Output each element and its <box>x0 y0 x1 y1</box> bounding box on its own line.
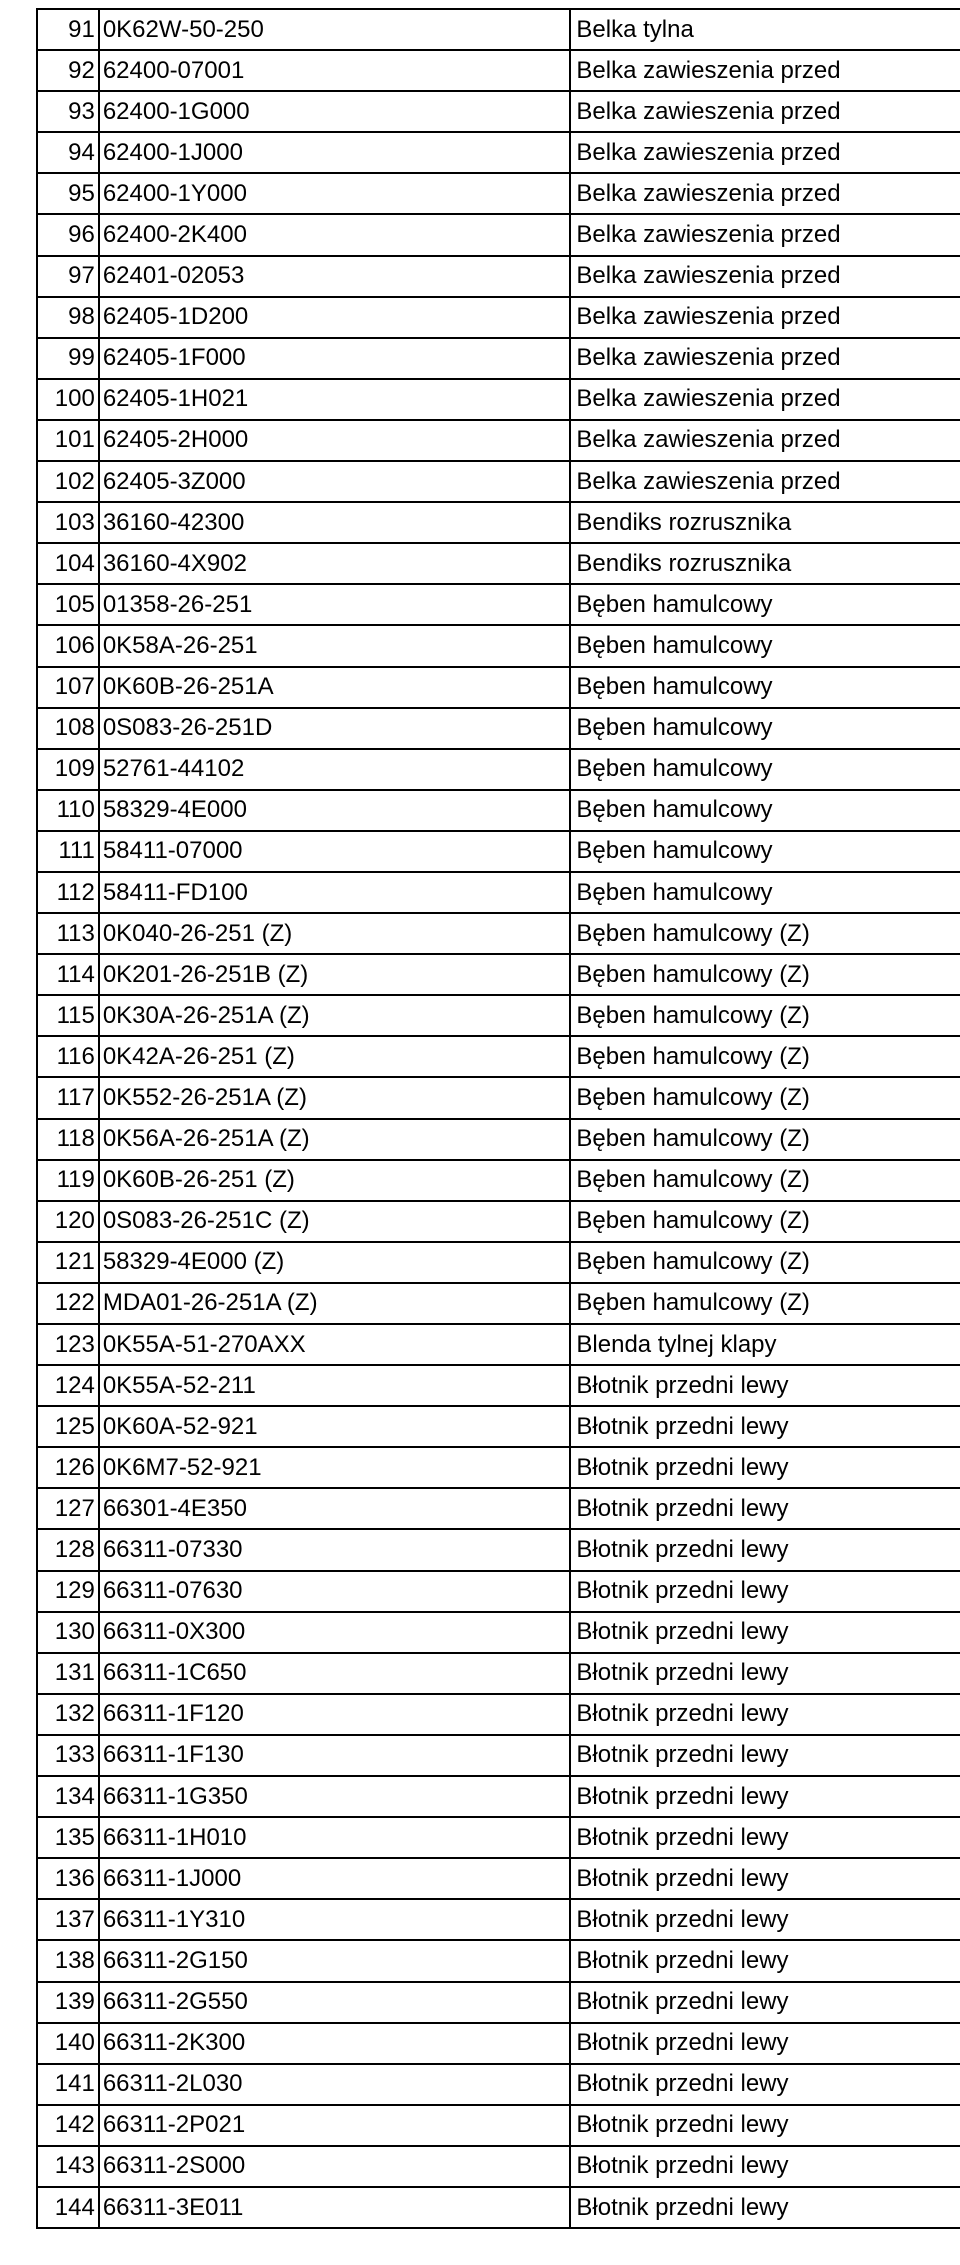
row-number: 117 <box>37 1077 99 1118</box>
part-code: 62405-1H021 <box>99 379 571 420</box>
part-code: 0K42A-26-251 (Z) <box>99 1036 571 1077</box>
part-name: Belka zawieszenia przed <box>570 338 960 379</box>
table-row <box>37 1036 960 1077</box>
part-code: 66311-0X300 <box>99 1612 571 1653</box>
row-number: 91 <box>37 9 99 50</box>
part-name: Belka zawieszenia przed <box>570 173 960 214</box>
part-name: Błotnik przedni lewy <box>570 1529 960 1570</box>
row-number: 102 <box>37 461 99 502</box>
row-number: 105 <box>37 584 99 625</box>
row-number: 127 <box>37 1488 99 1529</box>
row-number: 97 <box>37 256 99 297</box>
part-name: Belka zawieszenia przed <box>570 379 960 420</box>
table-row <box>37 1940 960 1981</box>
part-name: Bęben hamulcowy <box>570 872 960 913</box>
row-number: 139 <box>37 1982 99 2023</box>
row-number: 126 <box>37 1447 99 1488</box>
part-name: Bęben hamulcowy <box>570 667 960 708</box>
table-row <box>37 543 960 584</box>
row-number: 143 <box>37 2146 99 2187</box>
part-code: 62400-1Y000 <box>99 173 571 214</box>
part-code: 0K30A-26-251A (Z) <box>99 995 571 1036</box>
part-code: 0K62W-50-250 <box>99 9 571 50</box>
row-number: 94 <box>37 132 99 173</box>
row-number: 138 <box>37 1940 99 1981</box>
row-number: 120 <box>37 1201 99 1242</box>
row-number: 142 <box>37 2105 99 2146</box>
part-name: Belka zawieszenia przed <box>570 256 960 297</box>
part-code: 62400-07001 <box>99 50 571 91</box>
part-code: 66311-2S000 <box>99 2146 571 2187</box>
part-code: 0K552-26-251A (Z) <box>99 1077 571 1118</box>
row-number: 104 <box>37 543 99 584</box>
part-name: Belka tylna <box>570 9 960 50</box>
row-number: 98 <box>37 297 99 338</box>
parts-table <box>36 8 960 2229</box>
part-name: Błotnik przedni lewy <box>570 1735 960 1776</box>
part-name: Bęben hamulcowy (Z) <box>570 1201 960 1242</box>
part-code: 66311-2G150 <box>99 1940 571 1981</box>
part-name: Bendiks rozrusznika <box>570 502 960 543</box>
table-row <box>37 379 960 420</box>
table-row <box>37 1324 960 1365</box>
part-name: Błotnik przedni lewy <box>570 1776 960 1817</box>
table-row <box>37 1858 960 1899</box>
table-row <box>37 297 960 338</box>
table-row <box>37 1735 960 1776</box>
part-code: 62400-1G000 <box>99 91 571 132</box>
part-code: 0K60A-52-921 <box>99 1406 571 1447</box>
part-code: 66311-07330 <box>99 1529 571 1570</box>
part-code: 66311-2P021 <box>99 2105 571 2146</box>
part-name: Błotnik przedni lewy <box>570 1694 960 1735</box>
part-code: 0K55A-51-270AXX <box>99 1324 571 1365</box>
table-row <box>37 1406 960 1447</box>
row-number: 131 <box>37 1653 99 1694</box>
row-number: 141 <box>37 2064 99 2105</box>
part-code: MDA01-26-251A (Z) <box>99 1283 571 1324</box>
part-code: 66311-07630 <box>99 1571 571 1612</box>
part-code: 52761-44102 <box>99 749 571 790</box>
row-number: 124 <box>37 1365 99 1406</box>
table-row <box>37 708 960 749</box>
part-code: 62401-02053 <box>99 256 571 297</box>
part-code: 36160-4X902 <box>99 543 571 584</box>
part-name: Bęben hamulcowy (Z) <box>570 1242 960 1283</box>
row-number: 106 <box>37 625 99 666</box>
part-name: Bęben hamulcowy <box>570 790 960 831</box>
part-code: 66311-3E011 <box>99 2187 571 2228</box>
part-name: Belka zawieszenia przed <box>570 214 960 255</box>
part-name: Błotnik przedni lewy <box>570 1447 960 1488</box>
part-code: 0K58A-26-251 <box>99 625 571 666</box>
row-number: 135 <box>37 1817 99 1858</box>
table-row <box>37 2064 960 2105</box>
table-row <box>37 790 960 831</box>
row-number: 136 <box>37 1858 99 1899</box>
table-row <box>37 2023 960 2064</box>
part-name: Błotnik przedni lewy <box>570 1653 960 1694</box>
table-row <box>37 954 960 995</box>
row-number: 107 <box>37 667 99 708</box>
table-row <box>37 173 960 214</box>
row-number: 116 <box>37 1036 99 1077</box>
part-code: 62405-2H000 <box>99 420 571 461</box>
table-row <box>37 749 960 790</box>
table-row <box>37 1571 960 1612</box>
part-name: Błotnik przedni lewy <box>570 1858 960 1899</box>
part-code: 01358-26-251 <box>99 584 571 625</box>
row-number: 144 <box>37 2187 99 2228</box>
row-number: 123 <box>37 1324 99 1365</box>
part-name: Blenda tylnej klapy <box>570 1324 960 1365</box>
part-name: Bęben hamulcowy (Z) <box>570 954 960 995</box>
row-number: 103 <box>37 502 99 543</box>
table-row <box>37 1119 960 1160</box>
part-name: Belka zawieszenia przed <box>570 132 960 173</box>
part-name: Błotnik przedni lewy <box>570 1940 960 1981</box>
row-number: 137 <box>37 1899 99 1940</box>
part-code: 62405-1D200 <box>99 297 571 338</box>
part-code: 58411-FD100 <box>99 872 571 913</box>
row-number: 100 <box>37 379 99 420</box>
part-name: Błotnik przedni lewy <box>570 1817 960 1858</box>
part-name: Bęben hamulcowy (Z) <box>570 913 960 954</box>
part-name: Belka zawieszenia przed <box>570 461 960 502</box>
part-name: Bęben hamulcowy (Z) <box>570 1119 960 1160</box>
row-number: 122 <box>37 1283 99 1324</box>
part-name: Błotnik przedni lewy <box>570 1488 960 1529</box>
part-name: Bęben hamulcowy (Z) <box>570 1283 960 1324</box>
row-number: 96 <box>37 214 99 255</box>
row-number: 118 <box>37 1119 99 1160</box>
part-name: Belka zawieszenia przed <box>570 91 960 132</box>
table-row <box>37 1242 960 1283</box>
row-number: 112 <box>37 872 99 913</box>
row-number: 109 <box>37 749 99 790</box>
row-number: 111 <box>37 831 99 872</box>
part-name: Belka zawieszenia przed <box>570 50 960 91</box>
part-code: 0K201-26-251B (Z) <box>99 954 571 995</box>
table-row <box>37 1653 960 1694</box>
part-code: 62400-1J000 <box>99 132 571 173</box>
part-code: 0K60B-26-251A <box>99 667 571 708</box>
row-number: 134 <box>37 1776 99 1817</box>
part-code: 58329-4E000 <box>99 790 571 831</box>
part-code: 66311-2G550 <box>99 1982 571 2023</box>
table-row <box>37 1283 960 1324</box>
row-number: 129 <box>37 1571 99 1612</box>
table-row <box>37 1447 960 1488</box>
table-row <box>37 91 960 132</box>
part-code: 66301-4E350 <box>99 1488 571 1529</box>
part-code: 0K60B-26-251 (Z) <box>99 1160 571 1201</box>
table-row <box>37 2187 960 2228</box>
table-row <box>37 338 960 379</box>
part-code: 62405-3Z000 <box>99 461 571 502</box>
part-code: 66311-1F120 <box>99 1694 571 1735</box>
part-name: Błotnik przedni lewy <box>570 1612 960 1653</box>
table-row <box>37 420 960 461</box>
part-name: Bęben hamulcowy (Z) <box>570 1077 960 1118</box>
table-row <box>37 2105 960 2146</box>
table-row <box>37 584 960 625</box>
part-name: Bęben hamulcowy <box>570 584 960 625</box>
table-row <box>37 132 960 173</box>
table-row <box>37 214 960 255</box>
part-code: 0K56A-26-251A (Z) <box>99 1119 571 1160</box>
table-row <box>37 872 960 913</box>
part-name: Belka zawieszenia przed <box>570 297 960 338</box>
row-number: 140 <box>37 2023 99 2064</box>
row-number: 93 <box>37 91 99 132</box>
row-number: 114 <box>37 954 99 995</box>
part-code: 62405-1F000 <box>99 338 571 379</box>
part-code: 0K040-26-251 (Z) <box>99 913 571 954</box>
table-row <box>37 1982 960 2023</box>
table-row <box>37 256 960 297</box>
parts-table-body <box>37 9 960 2228</box>
part-code: 58411-07000 <box>99 831 571 872</box>
part-code: 66311-2K300 <box>99 2023 571 2064</box>
table-row <box>37 1817 960 1858</box>
part-name: Bęben hamulcowy (Z) <box>570 1160 960 1201</box>
table-row <box>37 461 960 502</box>
part-name: Belka zawieszenia przed <box>570 420 960 461</box>
part-code: 58329-4E000 (Z) <box>99 1242 571 1283</box>
part-code: 0S083-26-251D <box>99 708 571 749</box>
part-name: Błotnik przedni lewy <box>570 2064 960 2105</box>
table-row <box>37 1365 960 1406</box>
table-row <box>37 1529 960 1570</box>
row-number: 92 <box>37 50 99 91</box>
part-code: 66311-2L030 <box>99 2064 571 2105</box>
part-name: Bęben hamulcowy <box>570 831 960 872</box>
row-number: 115 <box>37 995 99 1036</box>
part-name: Błotnik przedni lewy <box>570 2105 960 2146</box>
part-code: 0K55A-52-211 <box>99 1365 571 1406</box>
part-code: 66311-1C650 <box>99 1653 571 1694</box>
table-row <box>37 1899 960 1940</box>
part-code: 0K6M7-52-921 <box>99 1447 571 1488</box>
part-code: 0S083-26-251C (Z) <box>99 1201 571 1242</box>
table-row <box>37 913 960 954</box>
row-number: 121 <box>37 1242 99 1283</box>
part-name: Błotnik przedni lewy <box>570 2023 960 2064</box>
table-row <box>37 502 960 543</box>
part-name: Bęben hamulcowy (Z) <box>570 1036 960 1077</box>
part-name: Błotnik przedni lewy <box>570 2187 960 2228</box>
table-row <box>37 2146 960 2187</box>
table-row <box>37 1160 960 1201</box>
part-name: Bęben hamulcowy <box>570 749 960 790</box>
row-number: 125 <box>37 1406 99 1447</box>
row-number: 113 <box>37 913 99 954</box>
table-row <box>37 1612 960 1653</box>
row-number: 132 <box>37 1694 99 1735</box>
part-code: 66311-1J000 <box>99 1858 571 1899</box>
row-number: 128 <box>37 1529 99 1570</box>
table-row <box>37 9 960 50</box>
row-number: 99 <box>37 338 99 379</box>
part-name: Błotnik przedni lewy <box>570 1899 960 1940</box>
part-name: Błotnik przedni lewy <box>570 1982 960 2023</box>
row-number: 95 <box>37 173 99 214</box>
part-code: 62400-2K400 <box>99 214 571 255</box>
part-name: Bendiks rozrusznika <box>570 543 960 584</box>
part-name: Błotnik przedni lewy <box>570 1365 960 1406</box>
table-row <box>37 667 960 708</box>
part-name: Bęben hamulcowy <box>570 625 960 666</box>
table-row <box>37 1776 960 1817</box>
row-number: 110 <box>37 790 99 831</box>
table-row <box>37 831 960 872</box>
part-name: Błotnik przedni lewy <box>570 1406 960 1447</box>
table-row <box>37 625 960 666</box>
table-row <box>37 995 960 1036</box>
table-row <box>37 1694 960 1735</box>
row-number: 101 <box>37 420 99 461</box>
row-number: 108 <box>37 708 99 749</box>
part-code: 66311-1G350 <box>99 1776 571 1817</box>
table-row <box>37 1488 960 1529</box>
part-name: Bęben hamulcowy <box>570 708 960 749</box>
row-number: 130 <box>37 1612 99 1653</box>
table-row <box>37 1077 960 1118</box>
table-row <box>37 1201 960 1242</box>
part-name: Bęben hamulcowy (Z) <box>570 995 960 1036</box>
row-number: 133 <box>37 1735 99 1776</box>
part-code: 66311-1F130 <box>99 1735 571 1776</box>
part-name: Błotnik przedni lewy <box>570 2146 960 2187</box>
part-name: Błotnik przedni lewy <box>570 1571 960 1612</box>
part-code: 66311-1H010 <box>99 1817 571 1858</box>
part-code: 36160-42300 <box>99 502 571 543</box>
table-row <box>37 50 960 91</box>
part-code: 66311-1Y310 <box>99 1899 571 1940</box>
row-number: 119 <box>37 1160 99 1201</box>
